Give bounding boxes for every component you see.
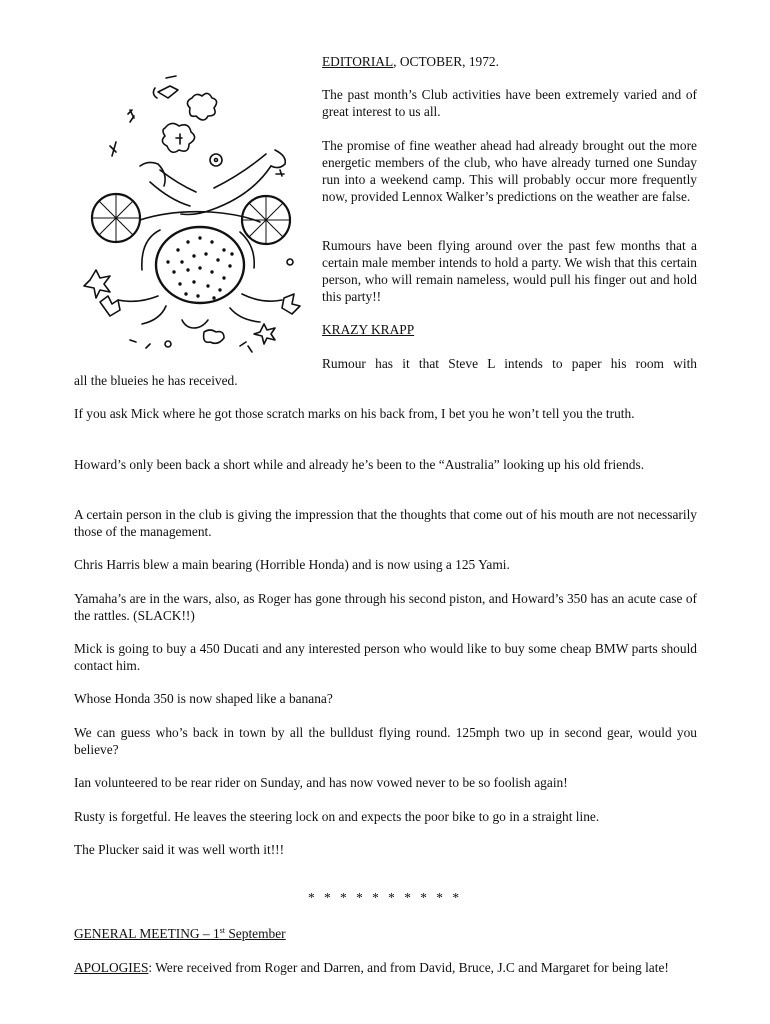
krapp-item: The Plucker said it was well worth it!!! bbox=[74, 842, 285, 857]
krapp-item: Howard’s only been back a short while and already he’s been to the “Australia” looking up his old friends. bbox=[74, 457, 645, 472]
general-meeting-heading-text: GENERAL MEETING – 1 bbox=[74, 926, 220, 941]
editorial-paragraph-1: The past month’s Club activities have been extremely varied and of great interest to us all. bbox=[322, 87, 697, 119]
krapp-item: Rusty is forgetful. He leaves the steering lock on and expects the poor bike to go in a straight line. bbox=[74, 809, 600, 824]
apologies-label: APOLOGIES bbox=[74, 960, 149, 975]
section-separator: * * * * * * * * * * bbox=[307, 890, 463, 905]
editorial-paragraph-3: Rumours have been flying around over the past few months that a certain male member intends to hold a party. We wish that this certain person, who will remain nameless, would pull his finger out and hold this party!! bbox=[322, 238, 697, 304]
editorial-paragraph-2: The promise of fine weather ahead had already brought out the more energetic members of the club, who have already turned one Sunday run into a weekend camp. This will probably occur more frequently now, provided Lennox Walker’s predictions on the weather are false. bbox=[322, 138, 697, 204]
krapp-item: Chris Harris blew a main bearing (Horrible Honda) and is now using a 125 Yami. bbox=[74, 557, 510, 572]
krapp-item: If you ask Mick where he got those scratch marks on his back from, I bet you he won’t tell you the truth. bbox=[74, 406, 635, 421]
apologies-paragraph bbox=[74, 959, 697, 976]
krapp-item: A certain person in the club is giving the impression that the thoughts that come out of his mouth are not necessarily those of the management. bbox=[74, 507, 697, 539]
krapp-item: Whose Honda 350 is now shaped like a banana? bbox=[74, 691, 333, 706]
apologies-text: : Were received from Roger and Darren, and from David, Bruce, J.C and Margaret for being late! bbox=[148, 960, 669, 975]
krapp-item: Yamaha’s are in the wars, also, as Roger has gone through his second piston, and Howard’s 350 has an acute case of the rattles. (SLACK!!) bbox=[74, 591, 697, 623]
cartoon-illustration bbox=[70, 70, 315, 360]
general-meeting-heading-month: September bbox=[225, 926, 286, 941]
krapp-item: Ian volunteered to be rear rider on Sunday, and has now vowed never to be so foolish again! bbox=[74, 775, 568, 790]
krazy-krapp-heading-label: KRAZY KRAPP bbox=[322, 322, 415, 337]
general-meeting-heading bbox=[74, 925, 697, 942]
rumour-end: all the blueies he has received. bbox=[74, 373, 238, 388]
rumour-start: Rumour has it that Steve L intends to paper his room with bbox=[322, 356, 697, 371]
editorial-heading-date: , OCTOBER, 1972. bbox=[393, 54, 499, 69]
krazy-krapp-heading bbox=[322, 321, 697, 338]
krapp-item: Mick is going to buy a 450 Ducati and any interested person who would like to buy some cheap BMW parts should contact him. bbox=[74, 641, 697, 673]
editorial-heading-label: EDITORIAL bbox=[322, 54, 394, 69]
editorial-heading bbox=[322, 53, 697, 70]
krapp-item: We can guess who’s back in town by all the bulldust flying round. 125mph two up in second gear, would you believe? bbox=[74, 725, 697, 757]
general-meeting-heading-sup: st bbox=[219, 926, 226, 935]
